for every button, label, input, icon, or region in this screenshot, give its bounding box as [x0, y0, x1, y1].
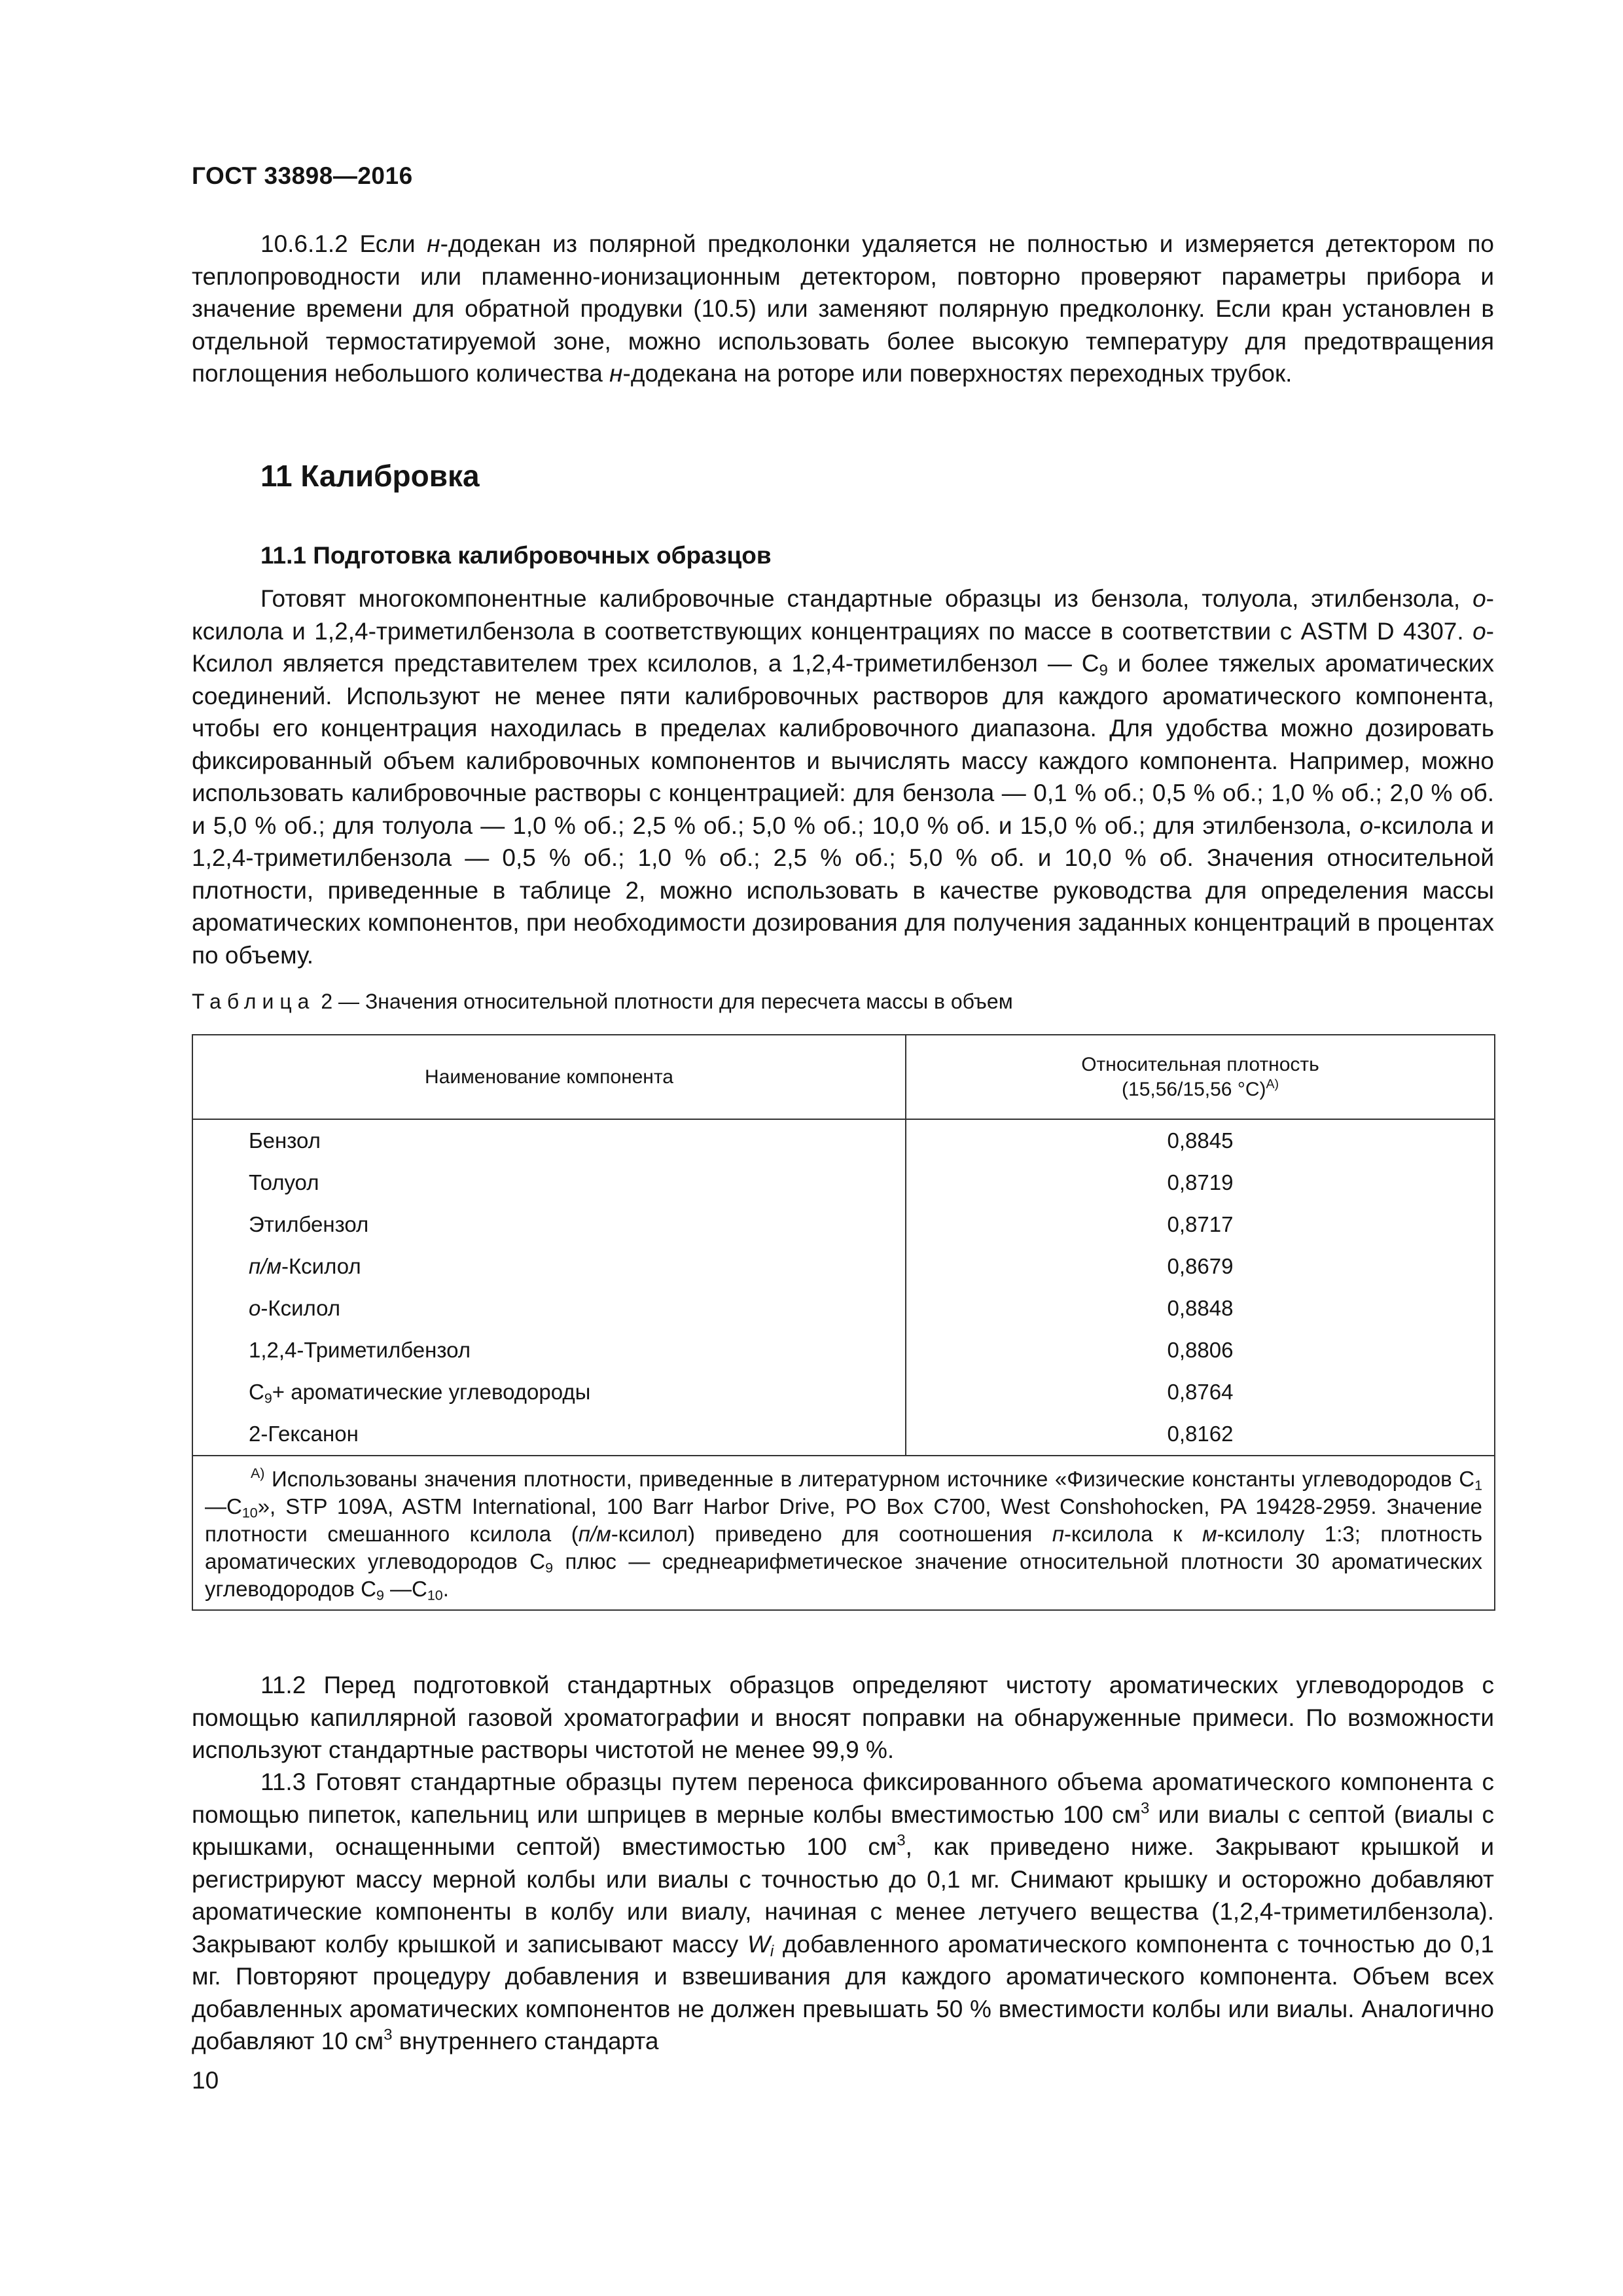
component-name: о-Ксилол [192, 1287, 906, 1329]
column-header-density: Относительная плотность (15,56/15,56 °С)$^{А)}$ [906, 1035, 1495, 1119]
density-value: 0,8162 [906, 1413, 1495, 1456]
section-title: 11 Калибровка [260, 459, 480, 493]
table-row [192, 1329, 1495, 1371]
paragraph-11-3: 11.3 Готовят стандартные образцы путем переноса фиксированного объема ароматического компонента с помощью пипеток, капельниц или шприцев в мерные колбы вместимостью 100 $см^3$ или виалы с септой (виалы с крышками, оснащенными септой) вместимостью 100 $см^3$, как приведено ниже. Закрывают крышкой и регистрируют массу мерной колбы или виалы с точностью до 0,1 мг. Снимают крышку и осторожно добавляют ароматические компоненты в колбу или виалу, начиная с менее летучего вещества (1,2,4-триметилбензола). Закрывают колбу крышкой и записывают массу $W_i$ добавленного ароматического компонента с точностью до 0,1 мг. Повторяют процедуру добавления и взвешивания для каждого ароматического компонента. Объем всех добавленных ароматических компонентов не должен превышать 50 % вместимости колбы или виалы. Аналогично добавляют 10 $см^3$ внутреннего стандарта [192, 1768, 1494, 2054]
density-value: 0,8679 [906, 1246, 1495, 1287]
page-number: 10 [192, 2067, 219, 2094]
component-name: $С_9+$ ароматические углеводороды [192, 1371, 906, 1413]
paragraph-10-6-1-2: 10.6.1.2 Если н-додекан из полярной предколонки удаляется не полностью и измеряется детектором по теплопроводности или пламенно-ионизационным детектором, повторно проверяют параметры прибора и значение времени для обратной продувки (10.5) или заменяют полярную предколонку. Если кран установлен в отдельной термостатируемой зоне, можно использовать более высокую температуру для предотвращения поглощения небольшого количества н-додекана на роторе или поверхностях переходных трубок. [192, 230, 1494, 387]
component-name: Этилбензол [192, 1204, 906, 1246]
column-header-component: Наименование компонента [192, 1035, 906, 1119]
table-row [192, 1246, 1495, 1287]
density-value: 0,8719 [906, 1162, 1495, 1204]
density-table [192, 1034, 1495, 1611]
density-value: 0,8848 [906, 1287, 1495, 1329]
table-row [192, 1287, 1495, 1329]
table-row [192, 1413, 1495, 1456]
table-row [192, 1119, 1495, 1162]
document-header: ГОСТ 33898—2016 [192, 162, 413, 189]
table-header-row [192, 1035, 1495, 1119]
table-row [192, 1162, 1495, 1204]
table-footnote-row [192, 1456, 1495, 1610]
table-footnote: $^{А)}$ Использованы значения плотности, приведенные в литературном источнике «Физические константы углеводородов $С_1—С_{10}$», STP 109A, ASTM International, 100 Barr Harbor Drive, PO Box C700, West Conshohocken, PA 19428-2959. Значение плотности смешанного ксилола (п/м-ксилол) приведено для соотношения п-ксилола к м-ксилолу 1:3; плотность ароматических углеводородов $С_9$ плюс — среднеарифметическое значение относительной плотности 30 ароматических углеводородов $С_9$ $—С_{10}$. [192, 1456, 1495, 1610]
paragraph-11-2: 11.2 Перед подготовкой стандартных образцов определяют чистоту ароматических углеводородов с помощью капиллярной газовой хроматографии и вносят поправки на обнаруженные примеси. По возможности используют стандартные растворы чистотой не менее 99,9 %. [192, 1672, 1494, 1763]
density-value: 0,8764 [906, 1371, 1495, 1413]
table-caption: Таблица 2 — Значения относительной плотности для пересчета массы в объем [192, 990, 1013, 1013]
component-name: Бензол [192, 1119, 906, 1162]
component-name: п/м-Ксилол [192, 1246, 906, 1287]
table-row [192, 1204, 1495, 1246]
table-row [192, 1371, 1495, 1413]
component-name: 2-Гексанон [192, 1413, 906, 1456]
subsection-title: 11.1 Подготовка калибровочных образцов [260, 542, 772, 569]
component-name: 1,2,4-Триметилбензол [192, 1329, 906, 1371]
density-value: 0,8806 [906, 1329, 1495, 1371]
component-name: Толуол [192, 1162, 906, 1204]
density-value: 0,8845 [906, 1119, 1495, 1162]
paragraph-11-1: Готовят многокомпонентные калибровочные стандартные образцы из бензола, толуола, этилбензола, о-ксилола и 1,2,4-триметилбензола в соответствующих концентрациях по массе в соответствии с ASTM D 4307. о-Ксилол является представителем трех ксилолов, а 1,2,4-триметилбензол — $С_9$ и более тяжелых ароматических соединений. Используют не менее пяти калибровочных растворов для каждого ароматического компонента, чтобы его концентрация находилась в пределах калибровочного диапазона. Для удобства можно дозировать фиксированный объем калибровочных компонентов и вычислять массу каждого компонента. Например, можно использовать калибровочные растворы с концентрацией: для бензола — 0,1 % об.; 0,5 % об.; 1,0 % об.; 2,0 % об. и 5,0 % об.; для толуола — 1,0 % об.; 2,5 % об.; 5,0 % об.; 10,0 % об. и 15,0 % об.; для этилбензола, о-ксилола и 1,2,4-триметилбензола — 0,5 % об.; 1,0 % об.; 2,5 % об.; 5,0 % об. и 10,0 % об. Значения относительной плотности, приведенные в таблице 2, можно использовать в качестве руководства для определения массы ароматических компонентов, при необходимости дозирования для получения заданных концентраций в процентах по объему. [192, 585, 1495, 969]
density-value: 0,8717 [906, 1204, 1495, 1246]
